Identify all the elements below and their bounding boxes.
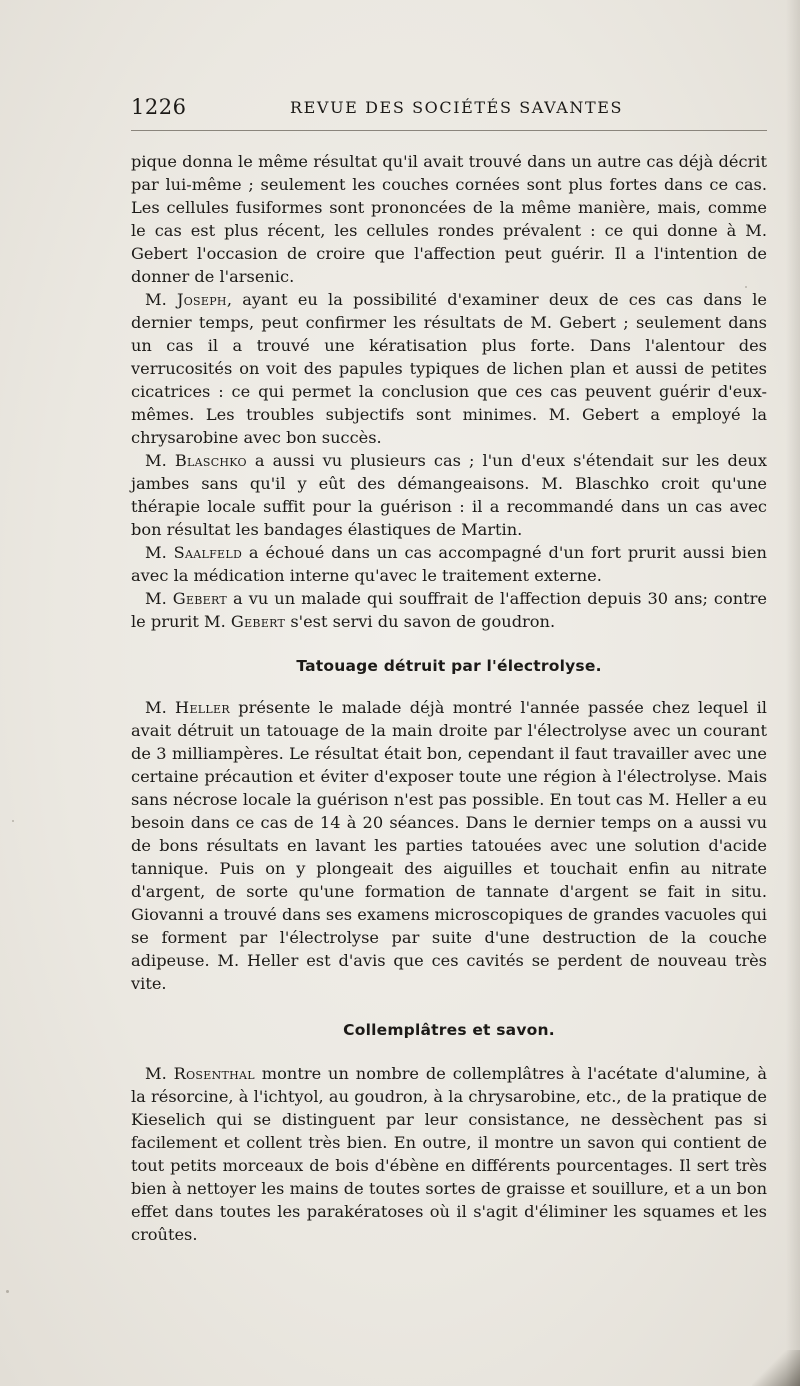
speaker-title: M. bbox=[145, 543, 174, 562]
paragraph-text: montre un nombre de collemplâtres à l'acétate d'alumine, à la résorcine, à l'ichtyol, au goudron, à la chrysarobine, etc., de la pratique de Kieselich qui se distinguent par leur consistance, ne dessèchent pas si facilement et collent très bien. En outre, il montre un savon qui contient de tout petits morceaux de bois d'ébène en différents pourcentages. Il sert très bien à nettoyer les mains de toutes sortes de graisse et souillure, et a un bon effet dans toutes les parakératoses où il s'agit d'éliminer les squames et les croûtes. bbox=[131, 1064, 767, 1244]
paragraph-text: pique donna le même résultat qu'il avait trouvé dans un autre cas déjà décrit par lui-même ; seulement les couches cornées sont plus fortes dans ce cas. Les cellules fusiformes sont prononcées de la même manière, mais, comme le cas est plus récent, les cellules rondes prévalent : ce qui donne à M. Gebert l'occasion de croire que l'affection peut guérir. Il a l'intention de donner de l'arsenic. bbox=[131, 152, 767, 286]
section-heading-collemplatres: Collemplâtres et savon. bbox=[343, 1021, 555, 1039]
page-edge-shadow bbox=[786, 0, 800, 1386]
paragraph-blaschko bbox=[131, 449, 767, 541]
speaker-title: M. bbox=[145, 290, 177, 309]
paragraph-gebert bbox=[131, 587, 767, 633]
paper-speck bbox=[12, 820, 14, 822]
paper-speck bbox=[6, 1290, 9, 1293]
speaker-name: Blaschko bbox=[174, 451, 247, 470]
paragraph-rosenthal bbox=[131, 1062, 767, 1246]
speaker-name: Saalfeld bbox=[173, 543, 243, 562]
paragraph-text: a aussi vu plusieurs cas ; l'un d'eux s'étendait sur les deux jambes sans qu'il y eût des démangeaisons. M. Blaschko croit qu'une thérapie locale suffit pour la guérison : il a recommandé dans un cas avec bon résultat les bandages élastiques de Martin. bbox=[131, 451, 767, 539]
header-rule bbox=[131, 130, 767, 131]
paragraph-text: présente le malade déjà montré l'année passée chez lequel il avait détruit un tatouage de la main droite par l'électrolyse avec un courant de 3 milliampères. Le résultat était bon, cependant il faut travailler avec une certaine précaution et éviter d'exposer toute une région à l'électrolyse. Mais sans nécrose locale la guérison n'est pas possible. En tout cas M. Heller a eu besoin dans ce cas de 14 à 20 séances. Dans le dernier temps on a aussi vu de bons résultats en lavant les parties tatouées avec une solution d'acide tannique. Puis on y plongeait des aiguilles et touchait enfin au nitrate d'argent, de sorte qu'une formation de tannate d'argent se fait in situ. Giovanni a trouvé dans ses examens microscopiques de grandes vacuoles qui se forment par l'électrolyse par suite d'une destruction de la couche adipeuse. M. Heller est d'avis que ces cavités se perdent de nouveau très vite. bbox=[131, 698, 767, 993]
section-heading-tatouage: Tatouage détruit par l'électrolyse. bbox=[296, 657, 602, 675]
body-text bbox=[131, 150, 767, 1246]
speaker-name: Rosenthal bbox=[173, 1064, 255, 1083]
paragraph-continued bbox=[131, 150, 767, 288]
paragraph-text: a échoué dans un cas accompagné d'un fort prurit aussi bien avec la médication interne qu'avec le traitement externe. bbox=[131, 543, 767, 585]
paper-speck bbox=[745, 286, 747, 288]
speaker-title: M. bbox=[145, 589, 173, 608]
speaker-name: Joseph bbox=[176, 290, 227, 309]
speaker-name: Heller bbox=[175, 698, 230, 717]
page-header bbox=[131, 95, 767, 123]
speaker-name: Gebert bbox=[230, 612, 286, 631]
running-title: REVUE DES SOCIÉTÉS SAVANTES bbox=[290, 98, 624, 117]
page-corner-stain bbox=[752, 1350, 800, 1386]
paragraph-saalfeld bbox=[131, 541, 767, 587]
speaker-title: M. bbox=[145, 1064, 174, 1083]
page-number: 1226 bbox=[131, 95, 187, 119]
paragraph-joseph bbox=[131, 288, 767, 449]
paragraph-text: a vu un malade qui souffrait de l'affection depuis 30 ans; contre le prurit M. bbox=[131, 589, 767, 631]
paragraph-text: s'est servi du savon de goudron. bbox=[285, 612, 556, 631]
paragraph-heller bbox=[131, 696, 767, 995]
paragraph-text: , ayant eu la possibilité d'examiner deux de ces cas dans le dernier temps, peut confirmer les résultats de M. Gebert ; seulement dans un cas il a trouvé une kératisation plus forte. Dans l'alentour des verrucosités on voit des papules typiques de lichen plan et aussi de petites cicatrices : ce qui permet la conclusion que ces cas peuvent guérir d'eux-mêmes. Les troubles subjectifs sont minimes. M. Gebert a employé la chrysarobine avec bon succès. bbox=[131, 290, 767, 447]
speaker-title: M. bbox=[145, 451, 175, 470]
speaker-title: M. bbox=[145, 698, 176, 717]
speaker-name: Gebert bbox=[172, 589, 228, 608]
